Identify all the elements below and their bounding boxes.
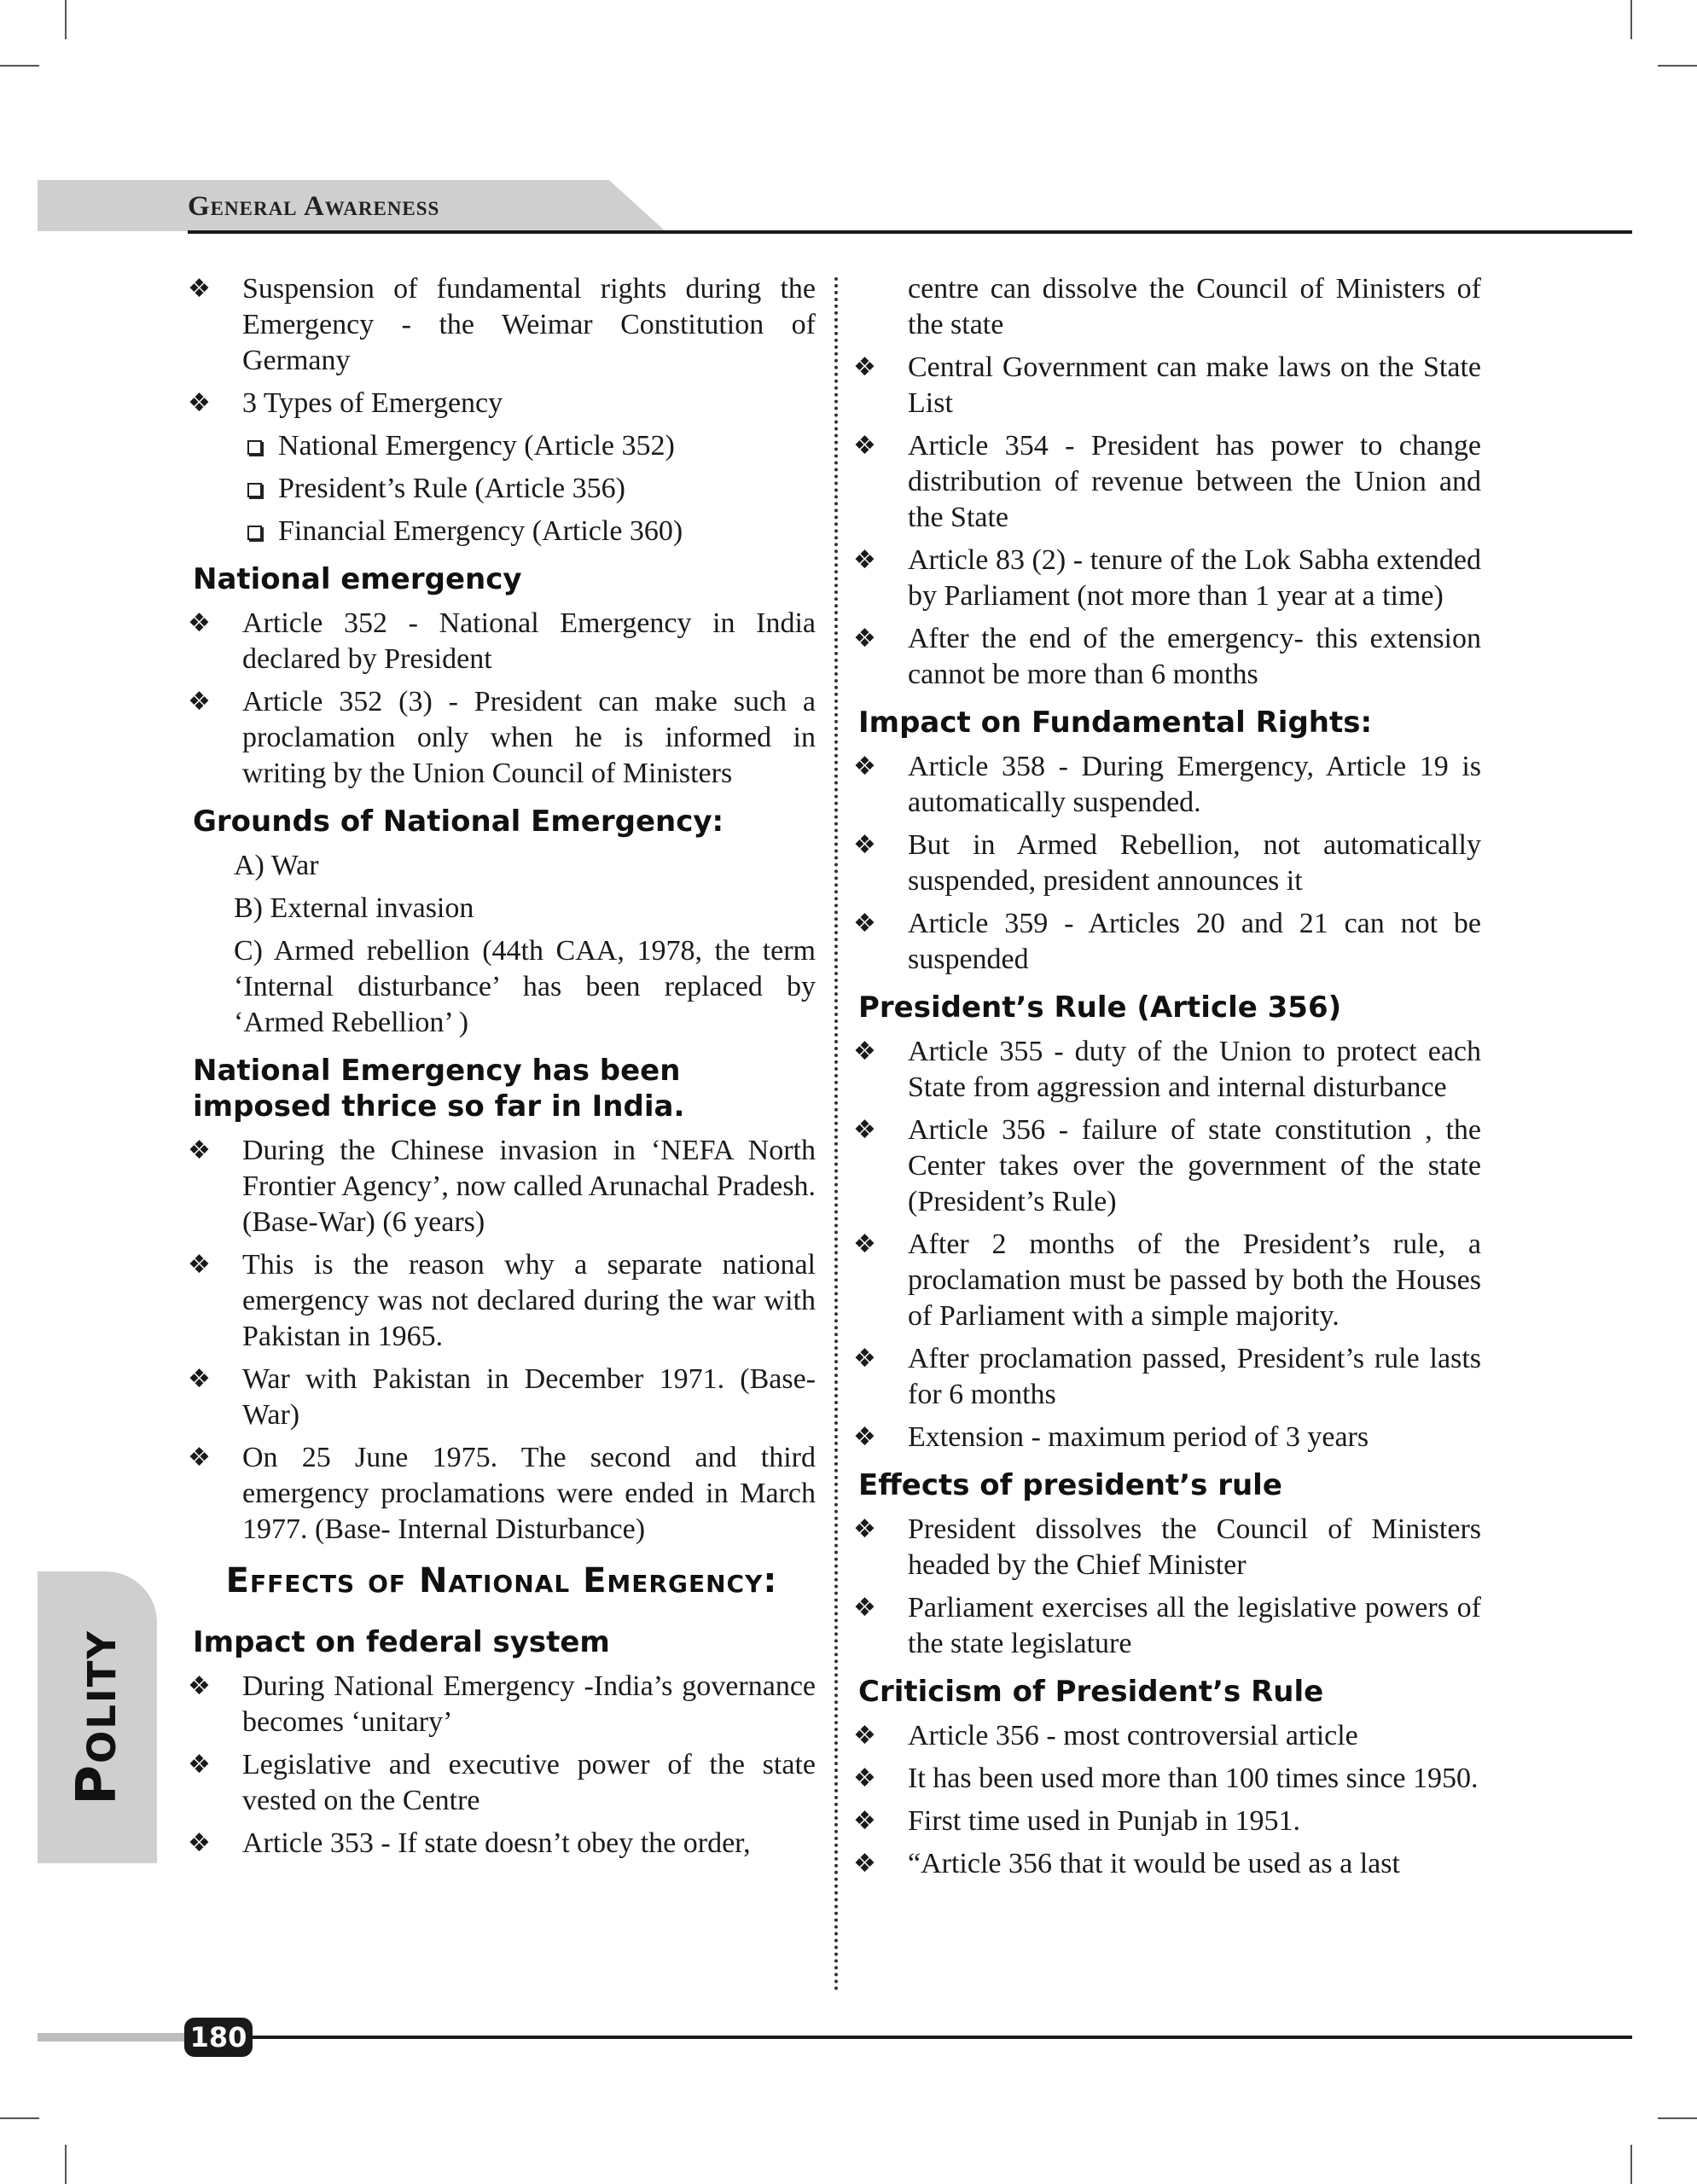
diamond-bullet-icon: ❖ <box>188 388 211 418</box>
diamond-bullet-icon: ❖ <box>188 1136 211 1165</box>
list-item: ❖ Legislative and executive power of the state vested on the Centre <box>188 1749 816 1816</box>
footer-rule <box>247 2036 1632 2039</box>
diamond-bullet-icon: ❖ <box>853 909 876 938</box>
diamond-bullet-icon: ❖ <box>853 1514 876 1544</box>
diamond-bullet-icon: ❖ <box>853 624 876 653</box>
diamond-bullet-icon: ❖ <box>853 1593 876 1623</box>
diamond-bullet-icon: ❖ <box>853 1849 876 1879</box>
crop-mark <box>0 2117 39 2119</box>
section-heading: Impact on Fundamental Rights: <box>858 706 1373 740</box>
crop-mark <box>65 2145 67 2184</box>
ground-item: B) External invasion <box>234 892 474 924</box>
left-column <box>188 271 816 1868</box>
diamond-bullet-icon: ❖ <box>188 608 211 638</box>
diamond-bullet-icon: ❖ <box>853 352 876 382</box>
page-number: 180 <box>184 2018 253 2057</box>
list-item: ❖ This is the reason why a separate national emergency was not declared during the war with Pakistan in 1965. <box>188 1249 816 1352</box>
side-tab-label: Polity <box>66 1629 129 1805</box>
diamond-bullet-icon: ❖ <box>188 1750 211 1780</box>
section-heading: Criticism of President’s Rule <box>858 1675 1324 1709</box>
list-item: ❖ After the end of the emergency- this extension cannot be more than 6 months <box>853 623 1481 690</box>
diamond-bullet-icon: ❖ <box>853 1037 876 1066</box>
section-title: Effects of National Emergency: <box>225 1561 778 1600</box>
list-item: ❖ Article 353 - If state doesn’t obey the order, <box>188 1826 816 1862</box>
diamond-bullet-icon: ❖ <box>188 687 211 717</box>
list-item: ❖ Article 352 (3) - President can make such a proclamation only when he is informed in writing by the Union Council of Ministers <box>188 686 816 789</box>
diamond-bullet-icon: ❖ <box>853 1344 876 1374</box>
list-item: ❖ War with Pakistan in December 1971. (Base-War) <box>188 1363 816 1431</box>
crop-mark <box>1658 2117 1697 2119</box>
list-item: ❖ Article 356 - failure of state constitution , the Center takes over the government of the state (President’s Rule) <box>853 1114 1481 1217</box>
list-item: ❖ “Article 356 that it would be used as a last <box>853 1846 1481 1882</box>
diamond-bullet-icon: ❖ <box>853 545 876 575</box>
diamond-bullet-icon: ❖ <box>853 1721 876 1751</box>
footer-band <box>38 2033 188 2042</box>
list-item: ❖ During National Emergency -India’s governance becomes ‘unitary’ <box>188 1670 816 1738</box>
diamond-bullet-icon: ❖ <box>853 1229 876 1259</box>
list-item: ❖ Article 354 - President has power to change distribution of revenue between the Union and the State <box>853 430 1481 533</box>
diamond-bullet-icon: ❖ <box>188 274 211 304</box>
diamond-bullet-icon: ❖ <box>853 1806 876 1836</box>
crop-mark <box>1630 0 1632 39</box>
diamond-bullet-icon: ❖ <box>853 830 876 860</box>
list-item: ❖ After proclamation passed, President’s rule lasts for 6 months <box>853 1343 1481 1410</box>
diamond-bullet-icon: ❖ <box>188 1671 211 1701</box>
crop-mark <box>1658 65 1697 67</box>
right-column <box>853 271 1481 1889</box>
list-item: ❖ Suspension of fundamental rights during the Emergency - the Weimar Constitution of Germany <box>188 273 816 376</box>
list-item: ❖ 3 Types of Emergency <box>188 386 816 421</box>
square-bullet-icon <box>247 526 262 540</box>
diamond-bullet-icon: ❖ <box>853 752 876 781</box>
list-item: ❖ But in Armed Rebellion, not automatically suspended, president announces it <box>853 829 1481 897</box>
diamond-bullet-icon: ❖ <box>853 1763 876 1793</box>
section-heading: National Emergency has been imposed thrice so far in India. <box>193 1054 685 1124</box>
list-item: ❖ Article 83 (2) - tenure of the Lok Sabha extended by Parliament (not more than 1 year at a time) <box>853 544 1481 612</box>
header-rule <box>188 230 1632 234</box>
ground-item: A) War <box>234 850 319 881</box>
list-item: ❖ Article 355 - duty of the Union to protect each State from aggression and internal disturbance <box>853 1036 1481 1103</box>
diamond-bullet-icon: ❖ <box>188 1443 211 1472</box>
diamond-bullet-icon: ❖ <box>188 1364 211 1394</box>
diamond-bullet-icon: ❖ <box>853 1115 876 1145</box>
diamond-bullet-icon: ❖ <box>188 1250 211 1280</box>
ground-item: C) Armed rebellion (44th CAA, 1978, the term ‘Internal disturbance’ has been replaced by ‘Armed Rebellion’ ) <box>234 935 816 1038</box>
running-header: General Awareness <box>188 191 440 222</box>
diamond-bullet-icon: ❖ <box>853 1422 876 1452</box>
sub-list-item: President’s Rule (Article 356) <box>188 471 816 507</box>
list-item: ❖ Article 359 - Articles 20 and 21 can not be suspended <box>853 908 1481 975</box>
section-heading: Effects of president’s rule <box>858 1468 1282 1502</box>
list-item: ❖ On 25 June 1975. The second and third emergency proclamations were ended in March 1977. (Base- Internal Disturbance) <box>188 1442 816 1545</box>
column-divider <box>834 277 838 1992</box>
list-item: ❖ Article 358 - During Emergency, Article 19 is automatically suspended. <box>853 751 1481 818</box>
section-heading: National emergency <box>193 562 522 596</box>
list-item: ❖ Parliament exercises all the legislative powers of the state legislature <box>853 1592 1481 1659</box>
crop-mark <box>1630 2145 1632 2184</box>
list-item: ❖ President dissolves the Council of Ministers headed by the Chief Minister <box>853 1513 1481 1581</box>
list-item: ❖ Extension - maximum period of 3 years <box>853 1420 1481 1455</box>
sub-list-item: Financial Emergency (Article 360) <box>188 514 816 549</box>
crop-mark <box>65 0 67 39</box>
section-heading: Grounds of National Emergency: <box>193 804 724 839</box>
list-item: ❖ During the Chinese invasion in ‘NEFA North Frontier Agency’, now called Arunachal Pradesh. (Base-War) (6 years) <box>188 1135 816 1238</box>
diamond-bullet-icon: ❖ <box>853 431 876 461</box>
crop-mark <box>0 65 39 67</box>
continued-text: centre can dissolve the Council of Ministers of the state <box>908 273 1481 340</box>
section-heading: Impact on federal system <box>193 1625 610 1659</box>
list-item: ❖ It has been used more than 100 times since 1950. <box>853 1761 1481 1797</box>
square-bullet-icon <box>247 440 262 455</box>
square-bullet-icon <box>247 483 262 497</box>
list-item: ❖ After 2 months of the President’s rule, a proclamation must be passed by both the Houses of Parliament with a simple majority. <box>853 1228 1481 1332</box>
section-heading: President’s Rule (Article 356) <box>858 990 1342 1025</box>
list-item: ❖ Central Government can make laws on the State List <box>853 351 1481 419</box>
list-item: ❖ Article 356 - most controversial article <box>853 1718 1481 1754</box>
list-item: ❖ First time used in Punjab in 1951. <box>853 1804 1481 1839</box>
list-item: ❖ Article 352 - National Emergency in India declared by President <box>188 607 816 675</box>
diamond-bullet-icon: ❖ <box>188 1828 211 1858</box>
sub-list-item: National Emergency (Article 352) <box>188 428 816 464</box>
